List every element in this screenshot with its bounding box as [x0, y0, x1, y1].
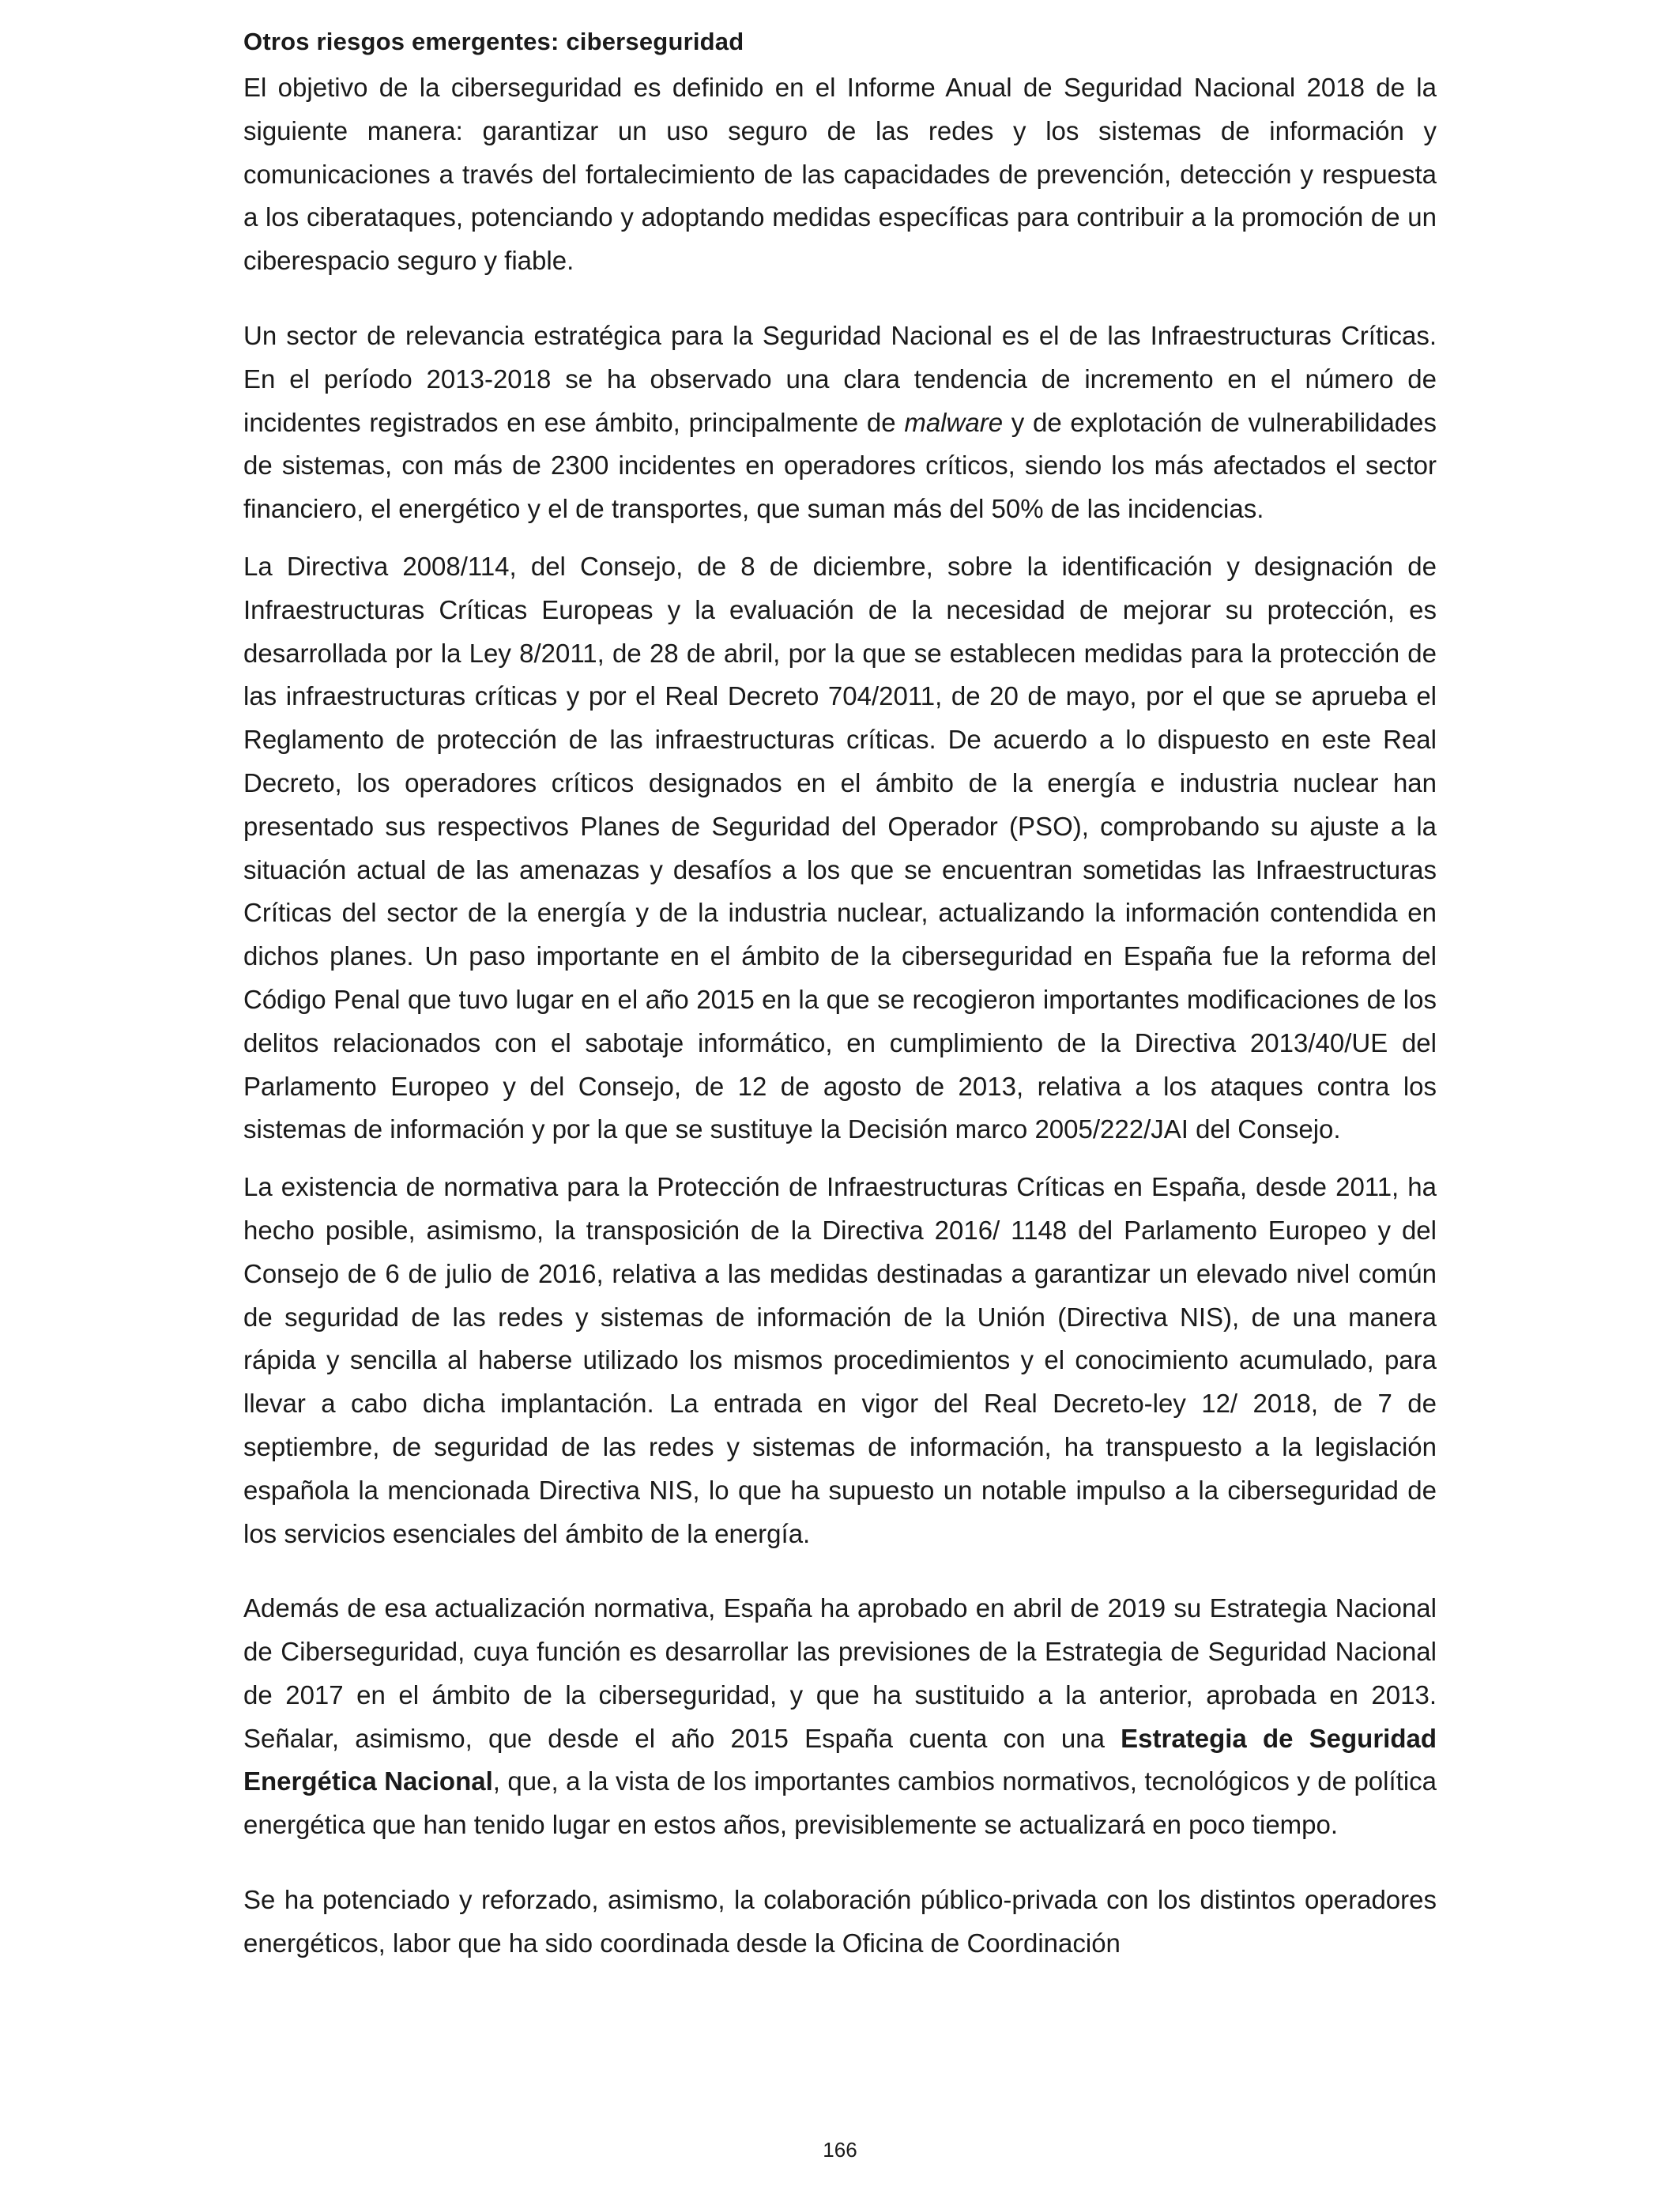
paragraph-text: Un sector de relevancia estratégica para la Seguridad Nacional es el de las Infraestructuras Críticas. En el período 2013-2018 se ha observado una clara tendencia de incremento en el número de incidentes registrados en ese ámbito, principalmente de: [243, 320, 1437, 437]
paragraph-directive-2008: La Directiva 2008/114, del Consejo, de 8 de diciembre, sobre la identificación y designación de Infraestructuras Críticas Europeas y la evaluación de la necesidad de mejorar su protección, es desarrollada por la Ley 8/2011, de 28 de abril, por la que se establecen medidas para la protección de las infraestructuras críticas y por el Real Decreto 704/2011, de 20 de mayo, por el que se aprueba el Reglamento de protección de las infraestructuras críticas. De acuerdo a lo dispuesto en este Real Decreto, los operadores críticos designados en el ámbito de la energía e industria nuclear han presentado sus respectivos Planes de Seguridad del Operador (PSO), comprobando su ajuste a la situación actual de las amenazas y desafíos a los que se encuentran sometidas las Infraestructuras Críticas del sector de la energía y de la industria nuclear, actualizando la información contendida en dichos planes. Un paso importante en el ámbito de la ciberseguridad en España fue la reforma del Código Penal que tuvo lugar en el año 2015 en la que se recogieron importantes modificaciones de los delitos relacionados con el sabotaje informático, en cumplimiento de la Directiva 2013/40/UE del Parlamento Europeo y del Consejo, de 12 de agosto de 2013, relativa a los ataques contra los sistemas de información y por la que se sustituye la Decisión marco 2005/222/JAI del Consejo.: [243, 551, 1437, 1144]
document-page: [243, 21, 1437, 1966]
italic-term: malware: [904, 407, 1004, 437]
paragraph-directive-nis: La existencia de normativa para la Protección de Infraestructuras Críticas en España, desde 2011, ha hecho posible, asimismo, la transposición de la Directiva 2016/ 1148 del Parlamento Europeo y del Consejo de 6 de julio de 2016, relativa a las medidas destinadas a garantizar un elevado nivel común de seguridad de las redes y sistemas de información de la Unión (Directiva NIS), de una manera rápida y sencilla al haberse utilizado los mismos procedimientos y el conocimiento acumulado, para llevar a cabo dicha implantación. La entrada en vigor del Real Decreto-ley 12/ 2018, de 7 de septiembre, de seguridad de las redes y sistemas de información, ha transpuesto a la legislación española la mencionada Directiva NIS, lo que ha supuesto un notable impulso a la ciberseguridad de los servicios esenciales del ámbito de la energía.: [243, 1172, 1437, 1548]
bold-term: Estrategia de Seguridad Energética Nacional: [243, 1723, 1437, 1796]
paragraph-critical-infrastructures: [243, 315, 1437, 531]
page-number: 166: [823, 2138, 857, 2162]
paragraph-text: , que, a la vista de los importantes cambios normativos, tecnológicos y de política energética que han tenido lugar en estos años, previsiblemente se actualizará en poco tiempo.: [243, 1766, 1437, 1840]
paragraph-objective: El objetivo de la ciberseguridad es definido en el Informe Anual de Seguridad Nacional 2018 de la siguiente manera: garantizar un uso seguro de las redes y los sistemas de información y comunicaciones a través del fortalecimiento de las capacidades de prevención, detección y respuesta a los ciberataques, potenciando y adoptando medidas específicas para contribuir a la promoción de un ciberespacio seguro y fiable.: [243, 73, 1437, 276]
paragraph-national-strategy: [243, 1587, 1437, 1847]
paragraph-public-private: Se ha potenciado y reforzado, asimismo, la colaboración público-privada con los distintos operadores energéticos, labor que ha sido coordinada desde la Oficina de Coordinación: [243, 1885, 1437, 1958]
paragraph-text: Además de esa actualización normativa, España ha aprobado en abril de 2019 su Estrategia Nacional de Ciberseguridad, cuya función es desarrollar las previsiones de la Estrategia de Seguridad Nacional de 2017 en el ámbito de la ciberseguridad, y que ha sustituido a la anterior, aprobada en 2013. Señalar, asimismo, que desde el año 2015 España cuenta con una: [243, 1593, 1437, 1753]
paragraph-text: y de explotación de vulnerabilidades de sistemas, con más de 2300 incidentes en operadores críticos, siendo los más afectados el sector financiero, el energético y el de transportes, que suman más del 50% de las incidencias.: [243, 407, 1437, 524]
section-heading: Otros riesgos emergentes: ciberseguridad: [243, 28, 744, 55]
